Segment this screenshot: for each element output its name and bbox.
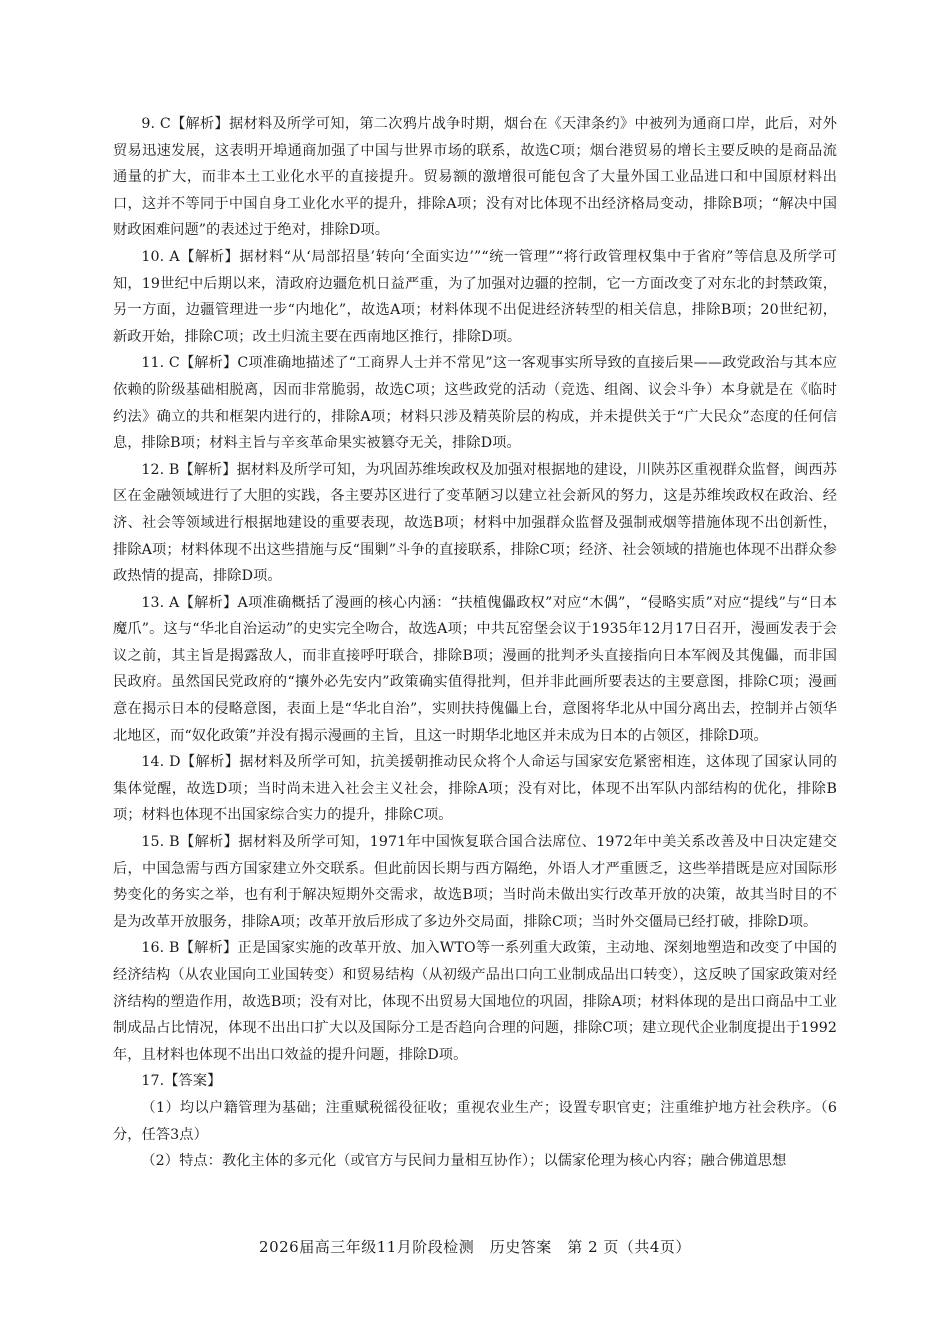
answer-13-paragraph: 13. A【解析】A项准确概括了漫画的核心内涵：“扶植傀儡政权”对应“木偶”，“侵略实质”对应“提线”与“日本魔爪”。这与“华北自治运动”的史实完全吻合，故选A项；中共瓦窑堡会议于1935年12月17日召开，漫画发表于会议之前，其主旨是揭露敌人，而非直接呼吁联合，排除B项；漫画的批判矛头直接指向日本军阀及其傀儡，而非国民政府。虽然国民党政府的“攘外必先安内”政策确实值得批判，但并非此画所要表达的主要意图，排除C项；漫画意在揭示日本的侵略意图，表面上是“华北自治”，实则扶持傀儡上台，意图将华北从中国分离出去，控制并占领华北地区，而“奴化政策”并没有揭示漫画的主旨，且这一时期华北地区并未成为日本的占领区，排除D项。 <box>113 594 837 744</box>
answer-page-body <box>113 111 837 1175</box>
answer-15-paragraph: 15. B【解析】据材料及所学可知，1971年中国恢复联合国合法席位、1972年中美关系改善及中日决定建交后，中国急需与西方国家建立外交联系。但此前因长期与西方隔绝，外语人才严重匮乏，这些举措既是应对国际形势变化的务实之举，也有利于解决短期外交需求，故选B项；当时尚未做出实行改革开放的决策，故其当时目的不是为改革开放服务，排除A项；改革开放后形成了多边外交局面，排除C项；当时外交僵局已经打破，排除D项。 <box>113 834 837 930</box>
answer-10-paragraph: 10. A【解析】据材料“从‘局部招垦’转向‘全面实边’”“统一管理”“将行政管理权集中于省府”等信息及所学可知，19世纪中后期以来，清政府边疆危机日益严重，为了加强对边疆的控制，它一方面改变了对东北的封禁政策，另一方面，边疆管理进一步“内地化”，故选A项；材料体现不出促进经济转型的相关信息，排除B项；20世纪初，新政开始，排除C项；改土归流主要在西南地区推行，排除D项。 <box>113 248 838 345</box>
answer-17-part-1: （1）均以户籍管理为基础；注重赋税徭役征收；重视农业生产；设置专职官吏；注重维护地方社会秩序。（6分，任答3点） <box>113 1099 837 1143</box>
answer-16-paragraph: 16. B【解析】正是国家实施的改革开放、加入WTO等一系列重大政策，主动地、深刻地塑造和改变了中国的经济结构（从农业国向工业国转变）和贸易结构（从初级产品出口向工业制成品出口转变），这反映了国家政策对经济结构的塑造作用，故选B项；没有对比，体现不出贸易大国地位的巩固，排除A项；材料体现的是出口商品中工业制成品占比情况，体现不出出口扩大以及国际分工是否趋向合理的问题，排除C项；建立现代企业制度提出于1992年，且材料也体现不出出口效益的提升问题，排除D项。 <box>113 940 837 1063</box>
answer-14-paragraph: 14. D【解析】据材料及所学可知，抗美援朝推动民众将个人命运与国家安危紧密相连，这体现了国家认同的集体觉醒，故选D项；当时尚未进入社会主义社会，排除A项；没有对比，体现不出军队内部结构的优化，排除B项；材料也体现不出国家综合实力的提升，排除C项。 <box>113 754 837 824</box>
answer-12-paragraph: 12. B【解析】据材料及所学可知，为巩固苏维埃政权及加强对根据地的建设，川陕苏区重视群众监督，闽西苏区在金融领域进行了大胆的实践，各主要苏区进行了变革陋习以建立社会新风的努力，这是苏维埃政权在政治、经济、社会等领域进行根据地建设的重要表现，故选B项；材料中加强群众监督及强制戒烟等措施体现不出创新性，排除A项；材料体现不出这些措施与反“围剿”斗争的直接联系，排除C项；经济、社会领域的措施也体现不出群众参政热情的提高，排除D项。 <box>113 461 837 585</box>
answer-17-part-2: （2）特点：教化主体的多元化（或官方与民间力量相互协作）；以儒家伦理为核心内容；融合佛道思想 <box>141 1153 787 1170</box>
answer-11-paragraph: 11. C【解析】C项准确地描述了“工商界人士并不常见”这一客观事实所导致的直接后果——政党政治与其本应依赖的阶级基础相脱离，因而非常脆弱，故选C项；这些政党的活动（竞选、组阁、议会斗争）本身就是在《临时约法》确立的共和框架内进行的，排除A项；材料只涉及精英阶层的构成，并未提供关于“广大民众”态度的任何信息，排除B项；材料主旨与辛亥革命果实被篡夺无关，排除D项。 <box>113 355 837 452</box>
answer-9-paragraph: 9. C【解析】据材料及所学可知，第二次鸦片战争时期，烟台在《天津条约》中被列为通商口岸，此后，对外贸易迅速发展，这表明开埠通商加强了中国与世界市场的联系，故选C项；烟台港贸易的增长主要反映的是商品流通量的扩大，而非本土工业化水平的直接提升。贸易额的激增很可能包含了大量外国工业品进口和中国原材料出口，这并不等同于中国自身工业化水平的提升，排除A项；没有对比体现不出经济格局变动，排除B项；“解决中国财政困难问题”的表述过于绝对，排除D项。 <box>113 116 837 239</box>
answer-17-heading: 17.【答案】 <box>141 1073 222 1090</box>
page-footer: 2026届高三年级11月阶段检测 历史答案 第 2 页（共4页） <box>259 1238 691 1256</box>
